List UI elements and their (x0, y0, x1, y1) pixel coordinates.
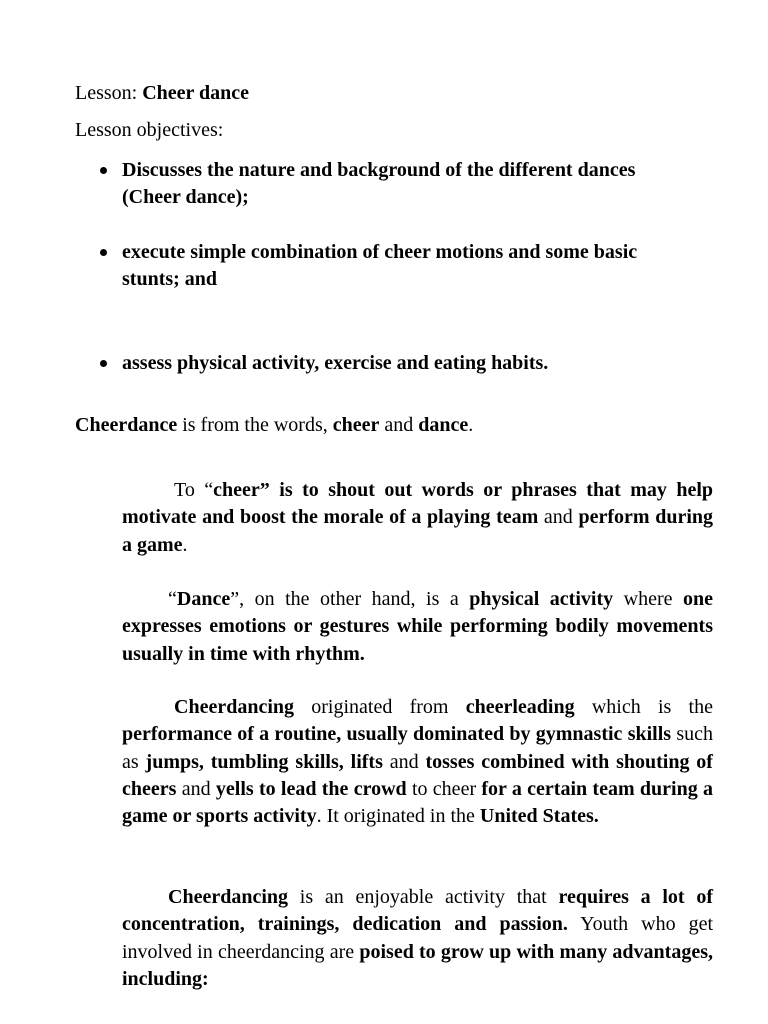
para-run: . It originated in the (316, 805, 480, 828)
intro-word-dance: dance (418, 414, 469, 436)
intro-sentence (75, 412, 473, 439)
para-run: . (182, 533, 188, 556)
bullet-dot-icon (100, 249, 107, 256)
objective-text: Discusses the nature and background of the different dances (Cheer dance); (122, 159, 636, 208)
para-run: to cheer (406, 777, 482, 800)
lesson-label: Lesson: (75, 82, 143, 104)
para-run-bold: one expresses emotions or gestures while performing bodily movements usually in time with rhythm. (122, 588, 713, 665)
objectives-heading: Lesson objectives: (75, 119, 224, 141)
para-run-bold: Dance (176, 588, 231, 610)
para-run-bold: Cheerdancing (168, 886, 288, 908)
intro-text: is from the words, (177, 414, 333, 436)
para-run-bold: tosses combined with shouting of cheers (122, 750, 713, 800)
para-run-bold: perform during a game (122, 506, 713, 556)
intro-text: . (468, 414, 474, 436)
para-run: “ (168, 588, 177, 610)
para-run-bold: jumps, tumbling skills, lifts (145, 750, 383, 773)
para-run-bold: yells to lead the crowd (215, 777, 407, 800)
lesson-title: Cheer dance (142, 82, 250, 104)
bullet-dot-icon (100, 167, 107, 174)
objective-text: assess physical activity, exercise and eating habits. (122, 352, 549, 374)
para-run: such as (122, 723, 713, 773)
paragraph-dance (122, 586, 713, 668)
para-run: is an enjoyable activity that (288, 886, 559, 908)
para-run-bold: requires a lot of concentration, trainings, dedication and passion. (122, 886, 714, 936)
bullet-dot-icon (100, 360, 107, 367)
intro-word-cheer: cheer (332, 414, 380, 436)
para-run: and (176, 777, 216, 800)
para-run-bold: performance of a routine, usually dominated by gymnastic skills (122, 723, 672, 746)
lesson-title-line (75, 80, 249, 107)
para-run: and (382, 750, 426, 773)
para-run-bold: cheer” is to shout out words or phrases that may help motivate and boost the morale of a playing team (122, 479, 713, 529)
para-run: which is the (574, 696, 713, 718)
para-run-bold: poised to grow up with many advantages, including: (122, 940, 714, 990)
para-run: originated from (294, 696, 466, 718)
paragraph-cheer (122, 477, 713, 559)
para-run: where (613, 588, 683, 610)
para-run: Youth who get involved in cheerdancing are (122, 913, 713, 963)
para-run-bold: United States. (479, 805, 599, 828)
para-run-bold: for a certain team during a game or sports activity (122, 777, 713, 828)
objective-text: execute simple combination of cheer motions and some basic stunts; and (122, 241, 638, 290)
para-run: and (538, 506, 579, 529)
intro-term: Cheerdance (75, 414, 178, 436)
para-run: To “ (174, 479, 214, 501)
paragraph-benefits (122, 884, 713, 993)
para-run-bold: physical activity (469, 588, 614, 610)
intro-text: and (379, 414, 419, 436)
paragraph-origin (122, 694, 713, 830)
para-run: ”, on the other hand, is a (230, 588, 470, 610)
para-run-bold: Cheerdancing (174, 696, 294, 718)
para-run-bold: cheerleading (465, 696, 575, 718)
